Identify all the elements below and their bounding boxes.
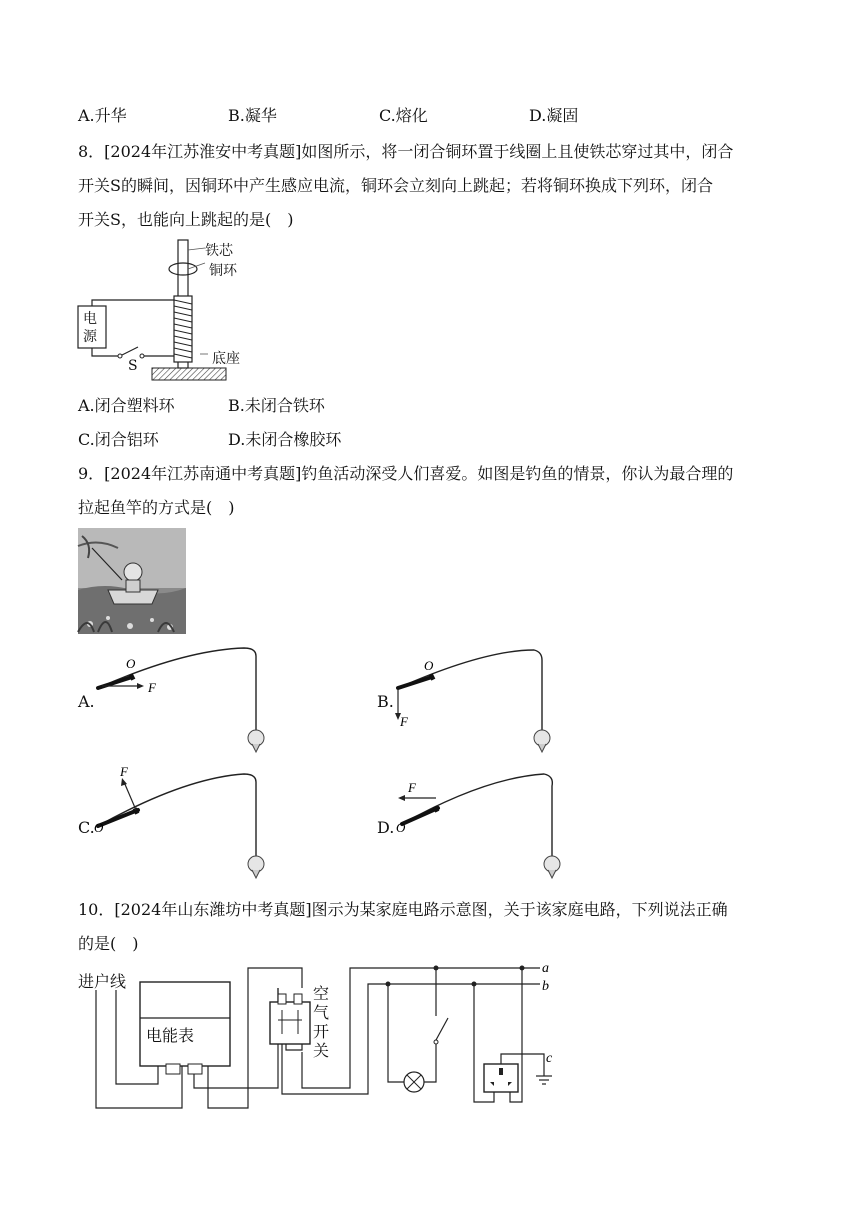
rod-b-force-label: F: [400, 714, 408, 729]
line-a-label: a: [542, 961, 549, 976]
q8-label-core: 铁芯: [205, 243, 233, 259]
q9-option-d-label: D.: [377, 818, 395, 837]
q8-option-d: D.未闭合橡胶环: [228, 430, 342, 449]
rod-diagram-a: [94, 640, 274, 758]
q7-option-b: B.凝华: [228, 106, 277, 125]
rod-a-force-label: F: [148, 680, 156, 695]
q10-stem-line-1: 10．[2024年山东潍坊中考真题]图示为某家庭电路示意图，关于该家庭电路，下列说法正确: [78, 900, 728, 919]
rod-diagram-b: [394, 640, 574, 758]
breaker-label-4: 关: [313, 1041, 330, 1060]
q8-label-switch: S: [128, 358, 138, 374]
q7-option-a: A.升华: [78, 106, 127, 125]
rod-d-pivot-label: O: [396, 820, 406, 835]
q8-option-b: B.未闭合铁环: [228, 396, 325, 415]
rod-diagram-c: [94, 764, 274, 886]
q8-stem-line-1: 8．[2024年江苏淮安中考真题]如图所示，将一闭合铜环置于线圈上且使铁芯穿过其中，闭合: [78, 142, 734, 161]
rod-a-pivot-label: O: [126, 656, 136, 671]
q8-stem-line-3: 开关S，也能向上跳起的是( ): [78, 210, 294, 229]
q9-stem-line-2: 拉起鱼竿的方式是( ): [78, 498, 235, 517]
rod-d-force-label: F: [408, 780, 416, 795]
q9-option-c-label: C.: [78, 818, 95, 837]
q10-stem-line-2: 的是( ): [78, 934, 139, 953]
q8-label-base: 底座: [212, 351, 240, 367]
breaker-label-2: 气: [313, 1003, 330, 1022]
inlet-wire-label: 进户线: [78, 972, 127, 991]
q9-option-a-label: A.: [78, 692, 95, 711]
rod-diagram-d: [394, 764, 574, 886]
rod-b-pivot-label: O: [424, 658, 434, 673]
rod-c-fish: [248, 856, 264, 878]
rod-d-fish: [544, 856, 560, 878]
rod-c-force-label: F: [120, 764, 128, 779]
fishing-scene-image: [78, 528, 186, 634]
rod-c-pivot-label: O: [94, 820, 104, 835]
q7-option-d: D.凝固: [529, 106, 579, 125]
q8-option-c: C.闭合铝环: [78, 430, 159, 449]
q9-stem-line-1: 9．[2024年江苏南通中考真题]钓鱼活动深受人们喜爱。如图是钓鱼的情景，你认为最合理的: [78, 464, 734, 483]
q8-label-power-2: 源: [83, 329, 97, 345]
rod-b-fish: [534, 730, 550, 752]
q8-option-a: A.闭合塑料环: [78, 396, 175, 415]
electric-meter-label: 电能表: [146, 1026, 195, 1045]
q7-option-c: C.熔化: [379, 106, 428, 125]
q9-option-b-label: B.: [377, 692, 394, 711]
q8-stem-line-2: 开关S的瞬间，因铜环中产生感应电流，铜环会立刻向上跳起；若将铜环换成下列环，闭合: [78, 176, 713, 195]
line-b-label: b: [542, 979, 549, 994]
line-c-label: c: [546, 1051, 553, 1066]
breaker-label-3: 开: [313, 1022, 330, 1041]
q8-label-ring: 铜环: [209, 263, 237, 279]
rod-a-fish: [248, 730, 264, 752]
breaker-label-1: 空: [313, 984, 330, 1003]
q8-label-power-1: 电: [83, 311, 97, 327]
